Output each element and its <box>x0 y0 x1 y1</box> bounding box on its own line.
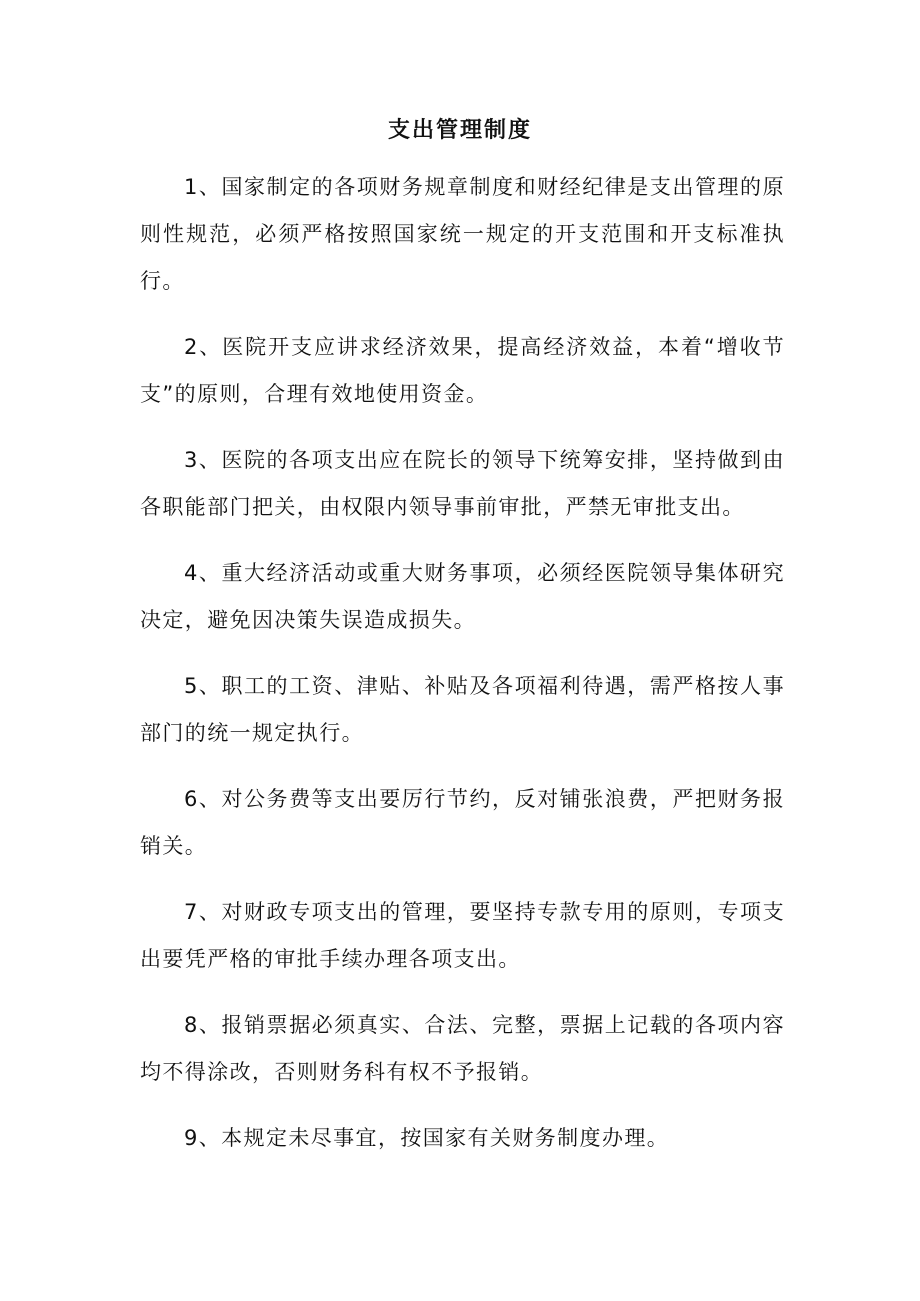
paragraph-6: 6、对公务费等支出要厉行节约，反对铺张浪费，严把财务报销关。 <box>140 787 785 858</box>
paragraph-3: 3、医院的各项支出应在院长的领导下统筹安排，坚持做到由各职能部门把关，由权限内领导事前审批，严禁无审批支出。 <box>140 448 785 519</box>
paragraph-8: 8、报销票据必须真实、合法、完整，票据上记载的各项内容均不得涂改，否则财务科有权不予报销。 <box>140 1013 785 1084</box>
paragraph-9: 9、本规定未尽事宜，按国家有关财务制度办理。 <box>184 1126 670 1150</box>
paragraph-5: 5、职工的工资、津贴、补贴及各项福利待遇，需严格按人事部门的统一规定执行。 <box>140 674 785 745</box>
paragraph-1: 1、国家制定的各项财务规章制度和财经纪律是支出管理的原则性规范，必须严格按照国家统一规定的开支范围和开支标准执行。 <box>140 175 785 293</box>
paragraph-7: 7、对财政专项支出的管理，要坚持专款专用的原则，专项支出要凭严格的审批手续办理各项支出。 <box>140 900 785 971</box>
paragraph-4: 4、重大经济活动或重大财务事项，必须经医院领导集体研究决定，避免因决策失误造成损失。 <box>140 561 785 632</box>
paragraph-2: 2、医院开支应讲求经济效果，提高经济效益，本着“增收节支”的原则，合理有效地使用资金。 <box>140 335 785 406</box>
document-title: 支出管理制度 <box>387 118 532 143</box>
document-body <box>140 164 785 1181</box>
